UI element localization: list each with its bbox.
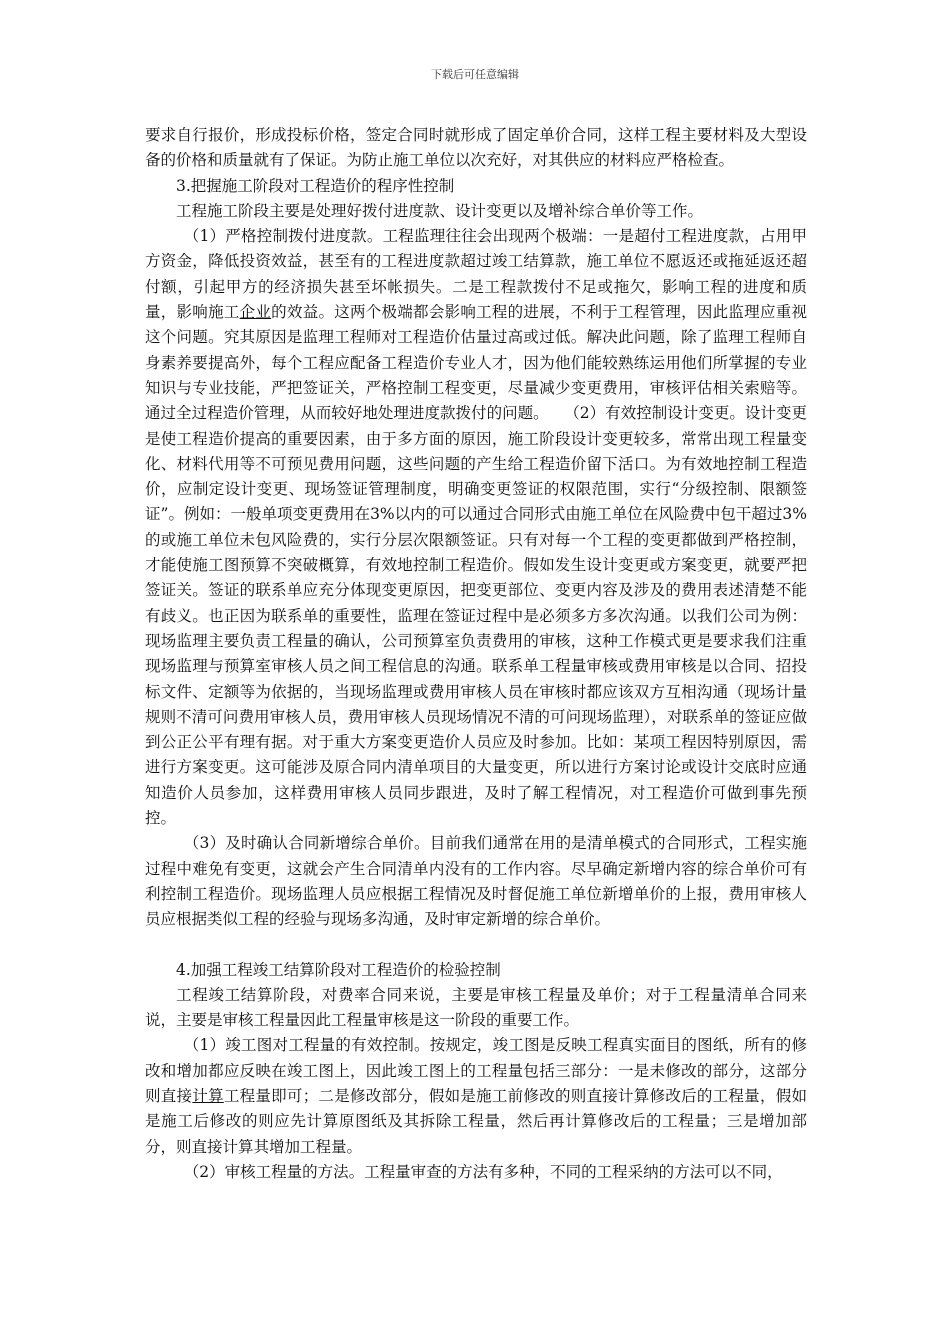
section-heading-3: 3.把握施工阶段对工程造价的程序性控制: [176, 176, 455, 195]
paragraph-settlement-intro: 工程竣工结算阶段，对费率合同来说，主要是审核工程量及单价；对于工程量清单合同来说，主要是审核工程量因此工程量审核是这一阶段的重要工作。: [145, 985, 807, 1030]
section-heading-4: 4.加强工程竣工结算阶段对工程造价的检验控制: [176, 960, 501, 979]
link-enterprise[interactable]: 企业: [239, 303, 272, 322]
paragraph-text: 工程量即可；二是修改部分，假如是施工前修改的则直接计算修改后的工程量，假如是施工后修改的则应先计算原图纸及其拆除工程量，然后再计算修改后的工程量；三是增加部分，则直接计算其增加工程量。: [145, 1086, 807, 1156]
paragraph-as-built-drawing: [145, 1033, 807, 1159]
paragraph-progress-payment: [145, 224, 807, 831]
link-calculate[interactable]: 计算: [192, 1086, 224, 1105]
paragraph-new-unit-price: （3）及时确认合同新增综合单价。目前我们通常在用的是清单模式的合同形式，工程实施过程中难免有变更，这就会产生合同清单内没有的工作内容。尽早确定新增内容的综合单价可有利控制工程造价。现场监理人员应根据工程情况及时督促施工单位新增单价的上报，费用审核人员应根据类似工程的经验与现场多沟通，及时审定新增的综合单价。: [145, 834, 807, 929]
paragraph-text: （1）竣工图对工程量的有效控制。按规定，竣工图是反映工程真实面目的图纸，所有的修改和增加都应反映在竣工图上，因此竣工图上的工程量包括三部分：一是未修改的部分，这部分则直接: [145, 1036, 807, 1105]
paragraph-continuation: 要求自行报价，形成投标价格，签定合同时就形成了固定单价合同，这样工程主要材料及大型设备的价格和质量就有了保证。为防止施工单位以次充好，对其供应的材料应严格检查。: [145, 126, 807, 170]
paragraph-text: （1）严格控制拨付进度款。工程监理往往会出现两个极端：一是超付工程进度款，占用甲方资金，降低投资效益，甚至有的工程进度款超过竣工结算款，施工单位不愿返还或拖延返还超付额，引起甲方的经济损失甚至坏帐损失。二是工程款拨付不足或拖欠，影响工程的进度和质量，影响施工: [145, 227, 807, 322]
paragraph-review-method: （2）审核工程量的方法。工程量审查的方法有多种，不同的工程采纳的方法可以不同，: [183, 1162, 783, 1181]
paragraph-gap: [145, 933, 807, 958]
paragraph-construction-intro: 工程施工阶段主要是处理好拨付进度款、设计变更以及增补综合单价等工作。: [176, 201, 704, 220]
paragraph-text: 的效益。这两个极端都会影响工程的进展，不利于工程管理，因此监理应重视这个问题。究其原因是监理工程师对工程造价估量过高或过低。解决此问题，除了监理工程师自身素养要提高外，每个工程应配备工程造价专业人才，因为他们能较熟练运用他们所掌握的专业知识与专业技能，严把签证关，严格控制工程变更，尽量减少变更费用，审核评估相关索赔等。通过全过程造价管理，从而较好地处理进度款拨付的问题。 （2）有效控制设计变更。设计变更是使工程造价提高的重要因素，由于多方面的原因，施工阶段设计变更较多，常常出现工程量变化、材料代用等不可预见费用问题，这些问题的产生给工程造价留下活口。为有效地控制工程造价，应制定设计变更、现场签证管理制度，明确变更签证的权限范围，实行“分级控制、限额签证”。例如：一般单项变更费用在3%以内的可以通过合同形式由施工单位在风险费中包干超过3%的或施工单位未包风险费的，实行分层次限额签证。只有对每一个工程的变更都做到严格控制，才能使施工图预算不突破概算，有效地控制工程造价。假如发生设计变更或方案变更，就要严把签证关。签证的联系单应充分体现变更原因，把变更部位、变更内容及涉及的费用表述清楚不能有歧义。也正因为联系单的重要性，监理在签证过程中是必须多方多次沟通。以我们公司为例：现场监理主要负责工程量的确认，公司预算室负责费用的审核，这种工作模式更是要求我们注重现场监理与预算室审核人员之间工程信息的沟通。联系单工程量审核或费用审核是以合同、招投标文件、定额等为依据的，当现场监理或费用审核人员在审核时都应该双方互相沟通（现场计量规则不清可问费用审核人员，费用审核人员现场情况不清的可问现场监理），对联系单的签证应做到公正公平有理有据。对于重大方案变更造价人员应及时参加。比如：某项工程因特别原因，需进行方案变更。这可能涉及原合同内清单项目的大量变更，所以进行方案讨论或设计交底时应通知造价人员参加，这样费用审核人员同步跟进，及时了解工程情况，对工程造价可做到事先预控。: [145, 303, 807, 828]
document-body: [145, 123, 807, 1185]
page-header: 下载后可任意编辑: [431, 68, 519, 81]
